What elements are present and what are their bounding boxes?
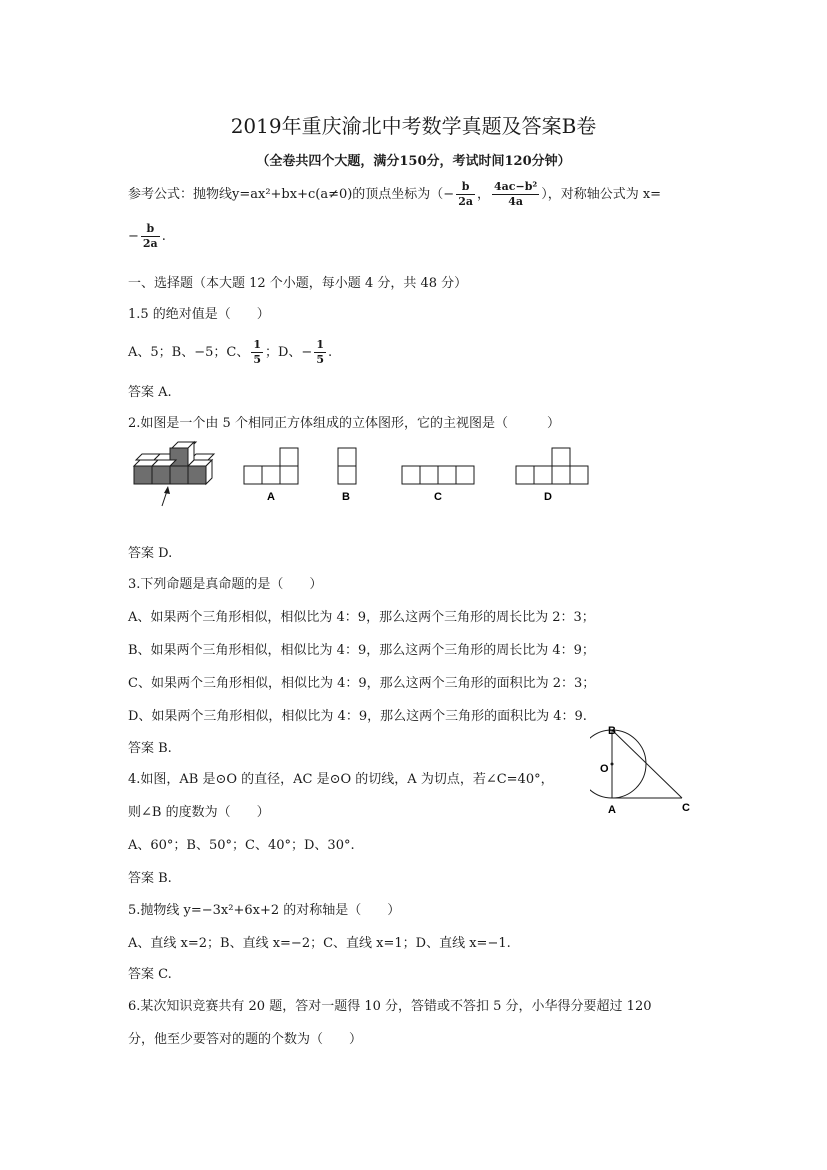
- formula-suffix: ），对称轴公式为 x=: [541, 187, 662, 202]
- fraction-denominator: 4a: [508, 195, 523, 208]
- fraction-denominator: 2a: [458, 195, 473, 208]
- point-label-c: C: [682, 802, 690, 814]
- option-c-view: [402, 466, 474, 484]
- q2-figure: [128, 440, 608, 512]
- point-label-o: O: [600, 763, 609, 775]
- q3-option-a: A、如果两个三角形相似，相似比为 4：9，那么这两个三角形的周长比为 2：3；: [128, 610, 595, 625]
- page-subtitle: （全卷共四个大题，满分150分，考试时间120分钟）: [256, 154, 571, 169]
- fraction-axis: [141, 222, 160, 251]
- fraction-denominator: 2a: [142, 237, 158, 250]
- formula-prefix: 参考公式：抛物线y=ax²+bx+c(a≠0)的顶点坐标为（−: [128, 187, 455, 202]
- q1-stem: 1.5 的绝对值是（ ）: [128, 307, 270, 322]
- minus-sign: −: [128, 229, 139, 244]
- q1-option-end: .: [327, 345, 333, 360]
- q2-stem: 2.如图是一个由 5 个相同正方体组成的立体图形，它的主视图是（ ）: [128, 416, 560, 431]
- formula-line: [128, 180, 661, 209]
- option-label-b: B: [342, 491, 350, 503]
- option-d-view: [516, 448, 588, 484]
- q3-answer: 答案 B.: [128, 741, 172, 756]
- fraction-denominator: 5: [316, 353, 324, 366]
- fraction-numerator: 4ac−b²: [494, 180, 538, 193]
- q1-answer: 答案 A.: [128, 385, 172, 400]
- q4-circle-figure: [590, 722, 700, 818]
- point-label-b: B: [608, 725, 616, 737]
- q6-stem-line2: 分，他至少要答对的题的个数为（ ）: [128, 1032, 363, 1047]
- q3-option-b: B、如果两个三角形相似，相似比为 4：9，那么这两个三角形的周长比为 4：9；: [128, 643, 595, 658]
- option-a-view: [244, 448, 298, 484]
- q4-stem-line2: 则∠B 的度数为（ ）: [128, 805, 270, 820]
- q6-stem-line1: 6.某次知识竞赛共有 20 题，答对一题得 10 分，答错或不答扣 5 分，小华得分要超过 120: [128, 999, 652, 1014]
- formula-continuation: [128, 222, 166, 251]
- q1-fraction-c: [251, 338, 263, 367]
- q4-options: A、60°；B、50°；C、40°；D、30°.: [128, 838, 355, 853]
- fraction-b-over-2a: [456, 180, 475, 209]
- q4-stem-line1: 4.如图，AB 是⊙O 的直径，AC 是⊙O 的切线，A 为切点，若∠C=40°，: [128, 772, 554, 787]
- center-point: [611, 763, 614, 766]
- fraction-numerator: b: [456, 180, 475, 195]
- q3-option-d: D、如果两个三角形相似，相似比为 4：9，那么这两个三角形的面积比为 4：9.: [128, 709, 587, 724]
- page-title: 2019年重庆渝北中考数学真题及答案B卷: [230, 114, 597, 138]
- segment-bc: [612, 730, 682, 798]
- q1-options: [128, 338, 332, 367]
- option-b-view: [338, 448, 356, 484]
- q5-stem: 5.抛物线 y=−3x²+6x+2 的对称轴是（ ）: [128, 903, 401, 918]
- q4-answer: 答案 B.: [128, 871, 172, 886]
- option-label-c: C: [434, 491, 442, 503]
- q3-stem: 3.下列命题是真命题的是（ ）: [128, 577, 323, 592]
- q5-options: A、直线 x=2；B、直线 x=−2；C、直线 x=1；D、直线 x=−1.: [128, 936, 511, 951]
- fraction-numerator: 1: [253, 338, 261, 351]
- q2-answer: 答案 D.: [128, 546, 173, 561]
- period: .: [161, 229, 166, 244]
- fraction-denominator: 5: [253, 353, 261, 366]
- fraction-vertex-y: [492, 180, 539, 209]
- circle-o: [590, 730, 646, 798]
- solid-figure-3d: [134, 442, 214, 484]
- q5-answer: 答案 C.: [128, 967, 172, 982]
- fraction-numerator: b: [141, 222, 160, 237]
- section-heading: 一、选择题（本大题 12 个小题，每小题 4 分，共 48 分）: [128, 276, 468, 291]
- fraction-numerator: 1: [316, 338, 324, 351]
- formula-separator: ，: [476, 187, 490, 202]
- view-direction-arrow: [162, 486, 170, 506]
- q1-fraction-d: [314, 338, 326, 367]
- q1-option-ab: A、5；B、−5；C、: [128, 345, 250, 360]
- option-label-d: D: [544, 491, 552, 503]
- option-label-a: A: [267, 491, 275, 503]
- q3-option-c: C、如果两个三角形相似，相似比为 4：9，那么这两个三角形的面积比为 2：3；: [128, 676, 596, 691]
- point-label-a: A: [608, 804, 616, 816]
- q1-option-mid: ；D、−: [264, 345, 313, 360]
